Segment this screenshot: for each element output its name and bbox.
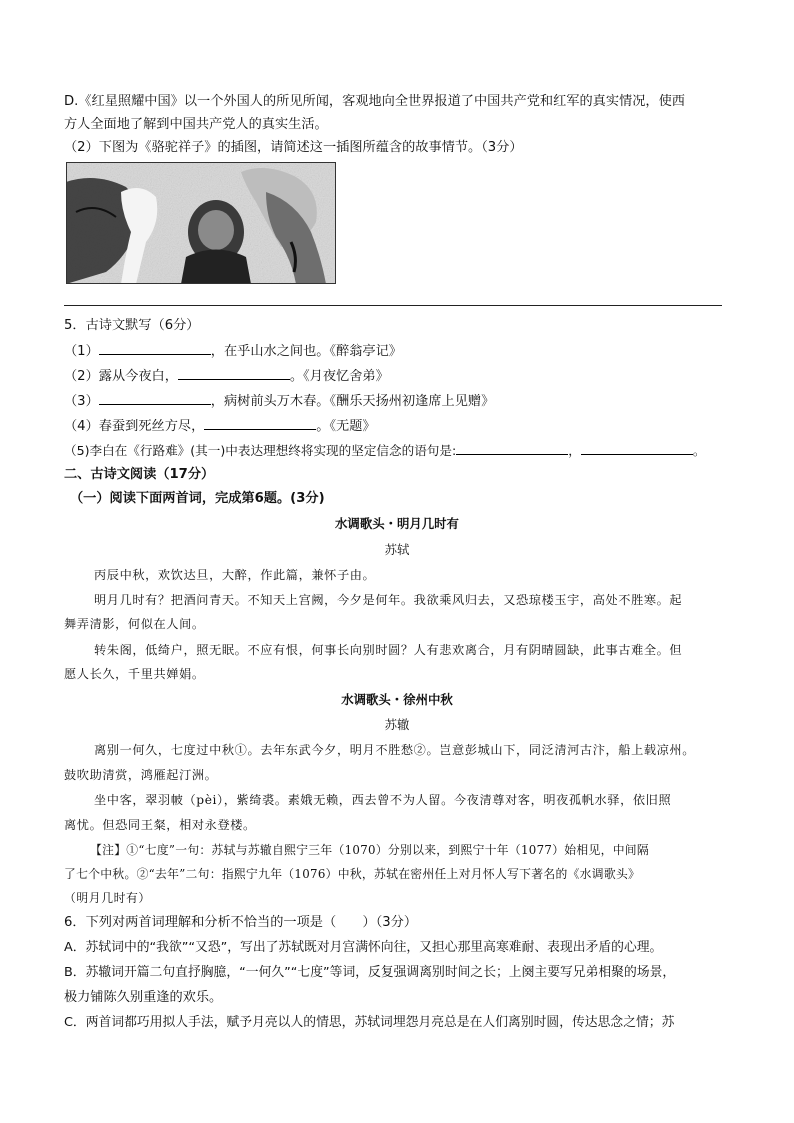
answer-blank[interactable] [99,390,211,405]
item5-suffix: 。 [692,443,706,458]
poem1-preface: 丙辰中秋，欢饮达旦，大醉，作此篇，兼怀子由。 [94,568,376,582]
poem2-author: 苏辙 [384,717,410,732]
question-6-option-b1: B．苏辙词开篇二句直抒胸臆，“一何久”“七度”等词，反复强调离别时间之长；上阕主要写兄弟相聚的场景， [64,965,676,980]
question-6-option-a: A．苏轼词中的“我欲”“又恐”，写出了苏轼既对月宫满怀向往，又担心那里高寒难耐、表现出矛盾的心理。 [64,940,663,955]
question-5-title: 5．古诗文默写（6分） [64,318,200,333]
question-5-item5 [64,440,705,461]
item4-suffix: 。《无题》 [316,419,376,434]
answer-blank[interactable] [581,440,693,455]
question-5-item4 [64,415,376,437]
item3-prefix: （3） [64,394,99,409]
answer-blank[interactable] [456,440,568,455]
poem2-p2b: 离忧。但恐同王粲，相对永登楼。 [64,818,256,832]
poem1-p1b: 舞弄清影，何似在人间。 [64,617,205,631]
poem1-p2b: 愿人长久，千里共婵娟。 [64,667,205,681]
poem2-p1b: 鼓吹助清赏，鸿雁起汀洲。 [64,768,218,782]
item1-suffix: ，在乎山水之间也。《醉翁亭记》 [210,344,402,359]
question-6-option-c: C．两首词都巧用拟人手法，赋予月亮以人的情思，苏轼词埋怨月亮总是在人们离别时圆，传达思念之情；苏 [64,1015,675,1030]
question-5-item1 [64,340,402,362]
poem2-note3: （明月几时有） [64,891,151,905]
item3-suffix: ，病树前头万木春。《酬乐天扬州初逢席上见赠》 [210,394,495,409]
item5-mid: ， [568,443,581,458]
answer-line [64,305,722,306]
question-5-item3 [64,390,494,412]
question-6-stem: 6．下列对两首词理解和分析不恰当的一项是（ ）（3分） [64,915,418,930]
poem2-p1a: 离别一何久，七度过中秋①。去年东武今夕，明月不胜愁②。岂意彭城山下，同泛清河古汴，船上载凉州。 [94,743,696,757]
poem1-title: 水调歌头・明月几时有 [335,516,459,531]
item1-prefix: （1） [64,344,99,359]
section-2-title: 二、古诗文阅读（17分） [64,467,215,482]
poem2-title: 水调歌头・徐州中秋 [341,692,453,707]
option-d-line1: D.《红星照耀中国》以一个外国人的所见所闻，客观地向全世界报道了中国共产党和红军的真实情况，使西 [64,94,685,109]
question-6-option-b2: 极力铺陈久别重逢的欢乐。 [64,990,223,1005]
poem2-note2: 了七个中秋。②“去年”二句：指熙宁九年（1076）中秋，苏轼在密州任上对月怀人写下著名的《水调歌头》 [64,867,641,881]
poem1-p2a: 转朱阁，低绮户，照无眠。不应有恨，何事长向别时圆？人有悲欢离合，月有阴晴圆缺，此事古难全。但 [94,643,683,657]
item2-suffix: 。《月夜忆舍弟》 [289,369,389,384]
answer-blank[interactable] [178,365,290,380]
question-5-item2 [64,365,389,387]
poem1-p1a: 明月几时有？把酒问青天。不知天上宫阙，今夕是何年。我欲乘风归去，又恐琼楼玉宇，高处不胜寒。起 [94,593,683,607]
section-2-sub1: （一）阅读下面两首词，完成第6题。(3分) [70,491,325,506]
poem2-p2a: 坐中客，翠羽帔（pèi），紫绮裘。素娥无赖，西去曾不为人留。今夜清尊对客，明夜孤帆水驿，依旧照 [94,793,672,807]
poem2-note1: 【注】①“七度”一句：苏轼与苏辙自熙宁三年（1070）分别以来，到熙宁十年（1077）始相见，中间隔 [90,843,649,857]
camel-xiangzi-illustration [66,162,336,284]
option-d-line2: 方人全面地了解到中国共产党人的真实生活。 [64,117,328,132]
item5-prefix: （5)李白在《行路难》(其一)中表达理想终将实现的坚定信念的语句是: [64,443,457,458]
answer-blank[interactable] [204,415,316,430]
answer-blank[interactable] [99,340,211,355]
question-4-2: （2）下图为《骆驼祥子》的插图，请简述这一插图所蕴含的故事情节。（3分） [64,140,523,155]
item2-prefix: （2）露从今夜白， [64,369,178,384]
item4-prefix: （4）春蚕到死丝方尽， [64,419,205,434]
poem1-author: 苏轼 [384,542,410,557]
